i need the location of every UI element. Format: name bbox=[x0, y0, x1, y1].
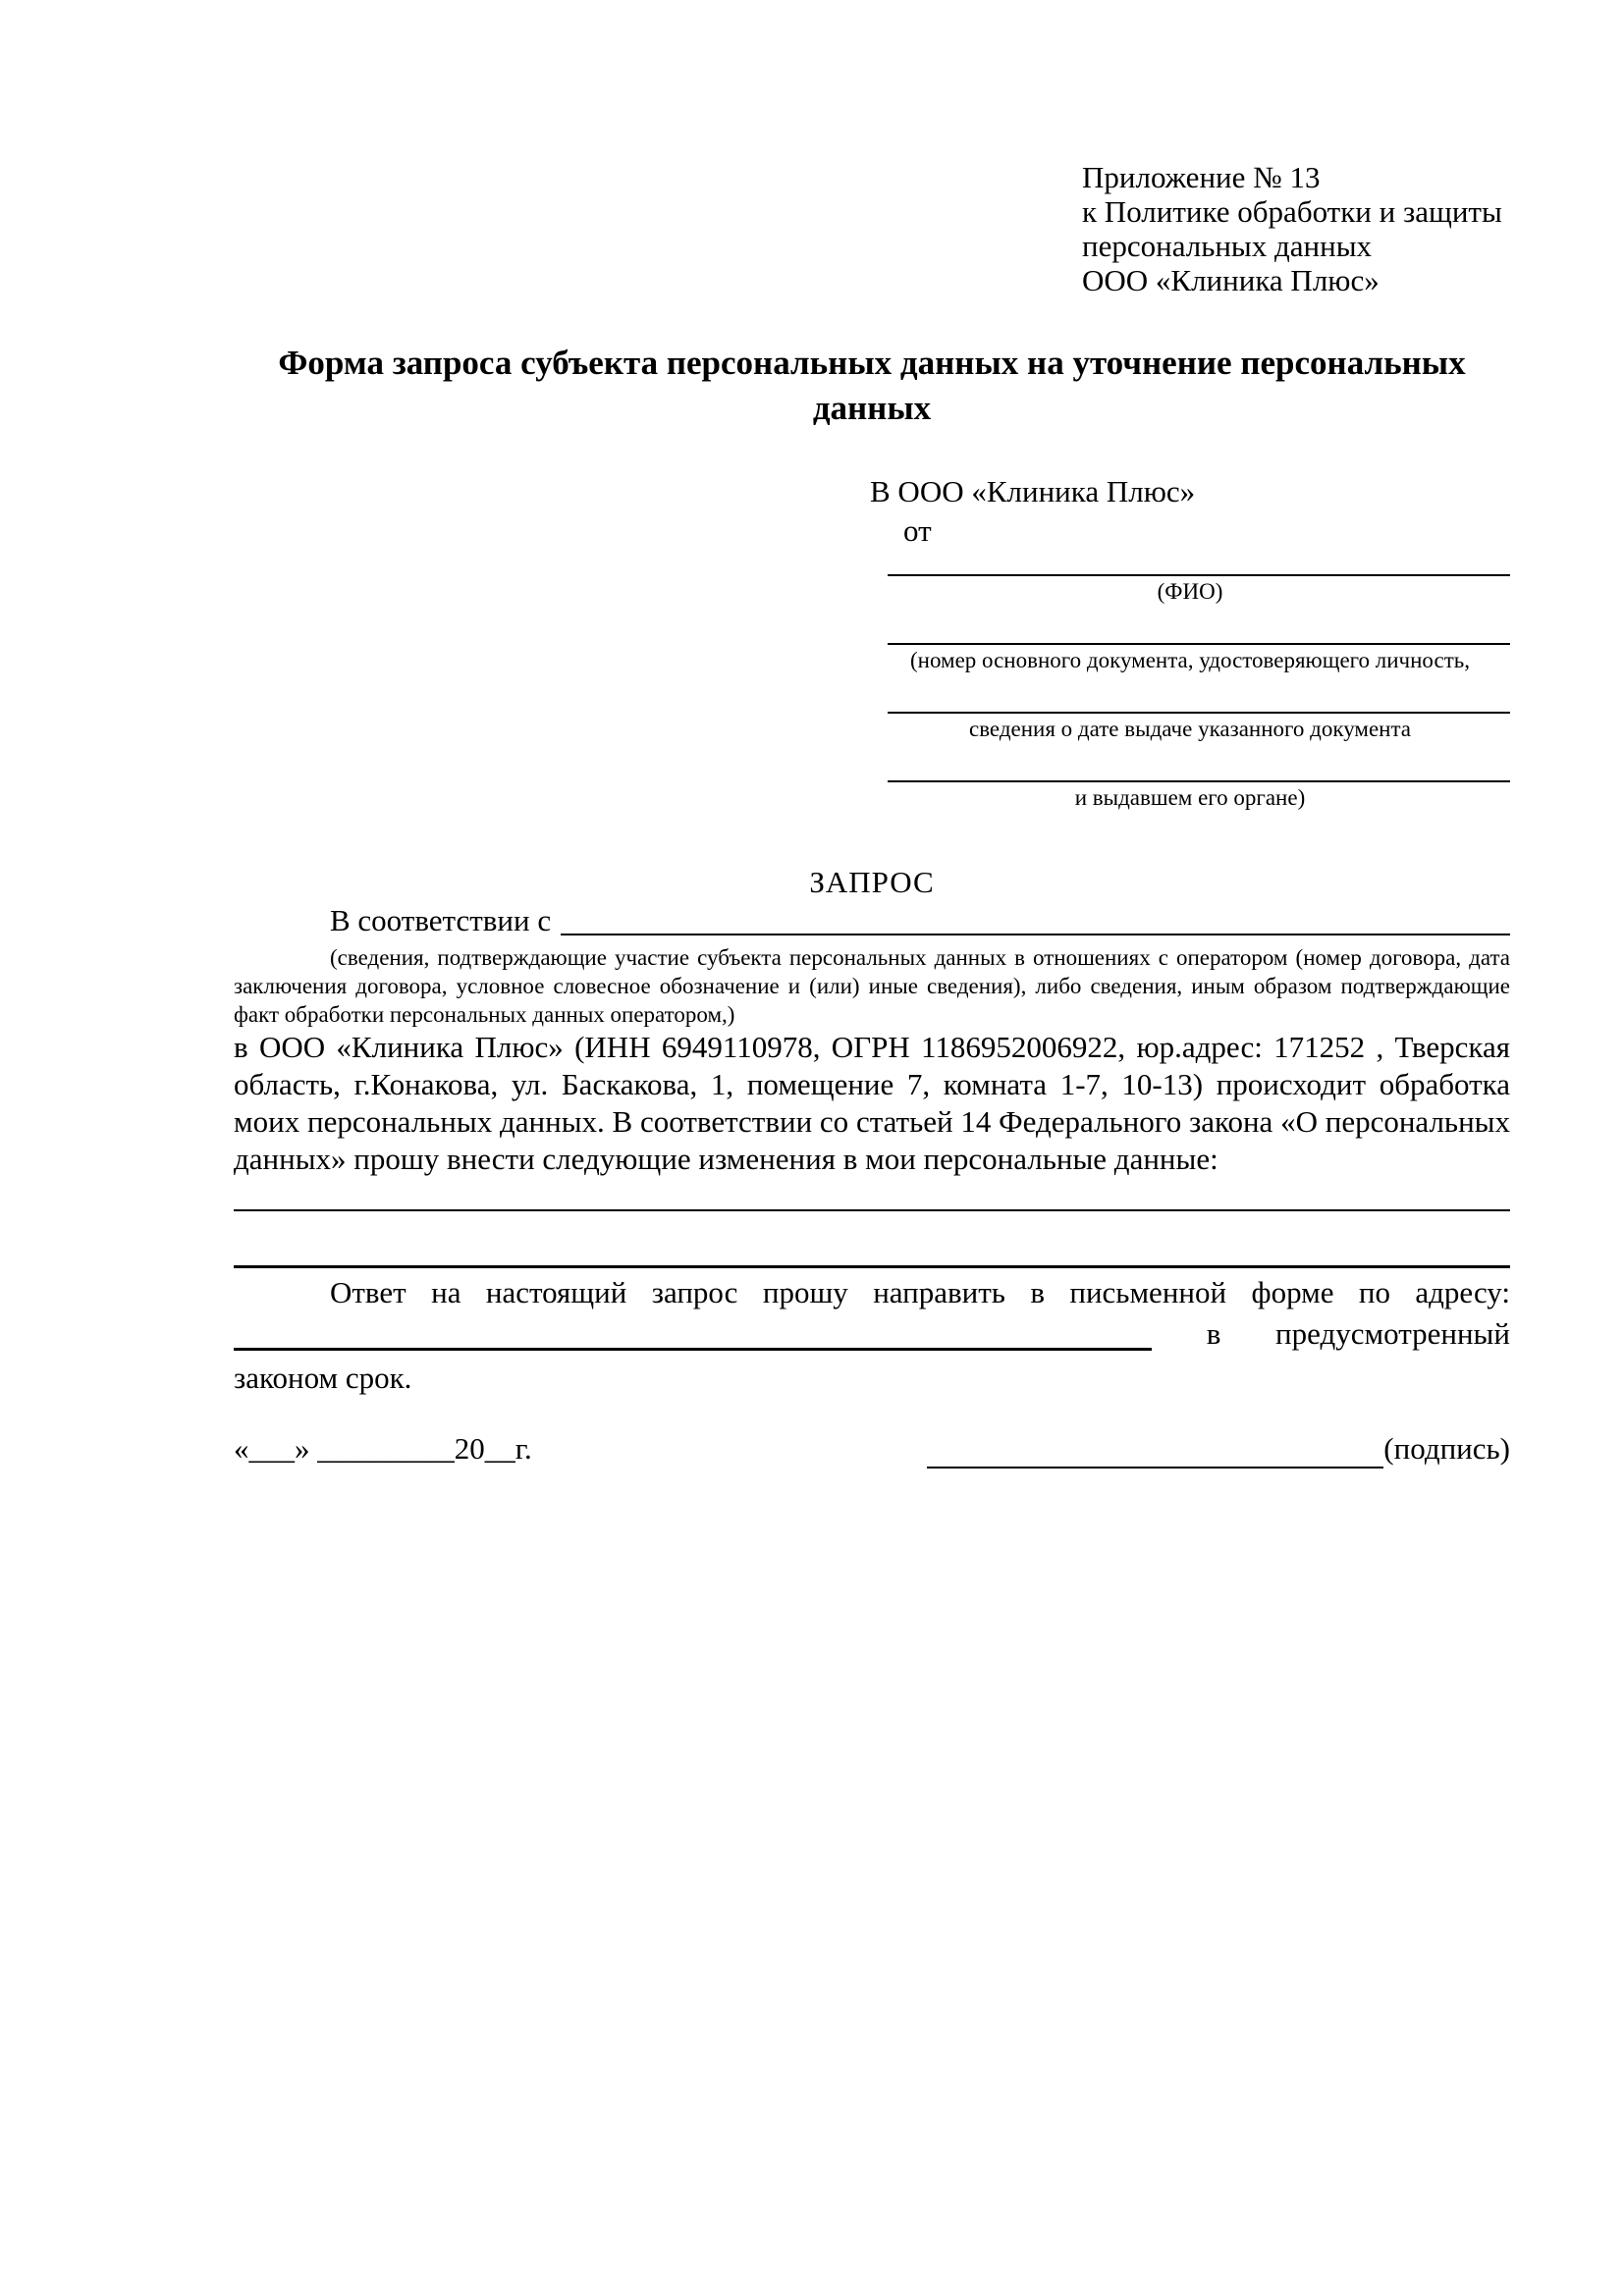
addressee-block bbox=[870, 472, 1510, 812]
date-signature-row bbox=[234, 1429, 1510, 1468]
signature-caption: (подпись) bbox=[1383, 1431, 1510, 1466]
accordance-lead-text: В соответствии с bbox=[330, 903, 552, 937]
document-title: Форма запроса субъекта персональных данных на уточнение персональных данных bbox=[278, 344, 1466, 427]
reply-word-in: в bbox=[1206, 1316, 1221, 1351]
appendix-line: к Политике обработки и защиты bbox=[1082, 194, 1502, 229]
appendix-line: ООО «Клиника Плюс» bbox=[1082, 263, 1380, 297]
appendix-line: Приложение № 13 bbox=[1082, 160, 1321, 194]
issue-date-blank-line bbox=[888, 674, 1510, 714]
small-print-note: (сведения, подтверждающие участие субъекта персональных данных в отношениях с оператором (номер договора, дата заключения договора, условное словесное обозначение и (или) иные сведения), либо сведения, иным образом подтверждающие факт обработки персональных данных оператором,) bbox=[234, 945, 1510, 1027]
reply-closing-text: законом срок. bbox=[234, 1361, 412, 1395]
issuing-authority-caption: и выдавшем его органе) bbox=[1074, 785, 1306, 810]
reply-word-term: предусмотренный bbox=[1275, 1316, 1510, 1351]
appendix-header bbox=[1082, 160, 1510, 297]
changes-blank-line-2 bbox=[234, 1211, 1510, 1268]
signature-blank-line bbox=[927, 1439, 1383, 1468]
id-document-field bbox=[870, 606, 1510, 674]
body-paragraph: в ООО «Клиника Плюс» (ИНН 6949110978, ОГРН 1186952006922, юр.адрес: 171252 , Тверская область, г.Конакова, ул. Баскакова, 1, помещение 7, комната 1-7, 10-13) происходит обработка моих персональных данных. В соответствии со статьей 14 Федерального закона «О персональных данных» прошу внести следующие изменения в мои персональные данные: bbox=[234, 1030, 1510, 1176]
issue-date-field bbox=[870, 674, 1510, 743]
issue-date-caption: сведения о дате выдаче указанного документа bbox=[968, 717, 1412, 741]
fio-caption: (ФИО) bbox=[1157, 579, 1223, 604]
reply-address-row bbox=[234, 1311, 1510, 1357]
accordance-blank-line bbox=[561, 902, 1510, 935]
accordance-row bbox=[234, 902, 1510, 939]
fio-field bbox=[870, 551, 1510, 606]
signature-group bbox=[927, 1429, 1510, 1468]
fio-blank-line bbox=[888, 551, 1510, 576]
appendix-line: персональных данных bbox=[1082, 229, 1373, 263]
reply-lead-paragraph: Ответ на настоящий запрос прошу направить в письменной форме по адресу: bbox=[330, 1275, 1510, 1309]
date-blank: «___» _________20__г. bbox=[234, 1431, 532, 1466]
addressee-from-label: от bbox=[903, 513, 932, 548]
id-document-caption: (номер основного документа, удостоверяющего личность, bbox=[909, 648, 1470, 672]
id-document-blank-line bbox=[888, 606, 1510, 645]
issuing-authority-blank-line bbox=[888, 743, 1510, 782]
address-blank-line bbox=[234, 1311, 1152, 1351]
request-heading: ЗАПРОС bbox=[809, 865, 935, 899]
issuing-authority-field bbox=[870, 743, 1510, 812]
addressee-to: В ООО «Клиника Плюс» bbox=[870, 474, 1196, 508]
changes-blank-line-1 bbox=[234, 1178, 1510, 1211]
